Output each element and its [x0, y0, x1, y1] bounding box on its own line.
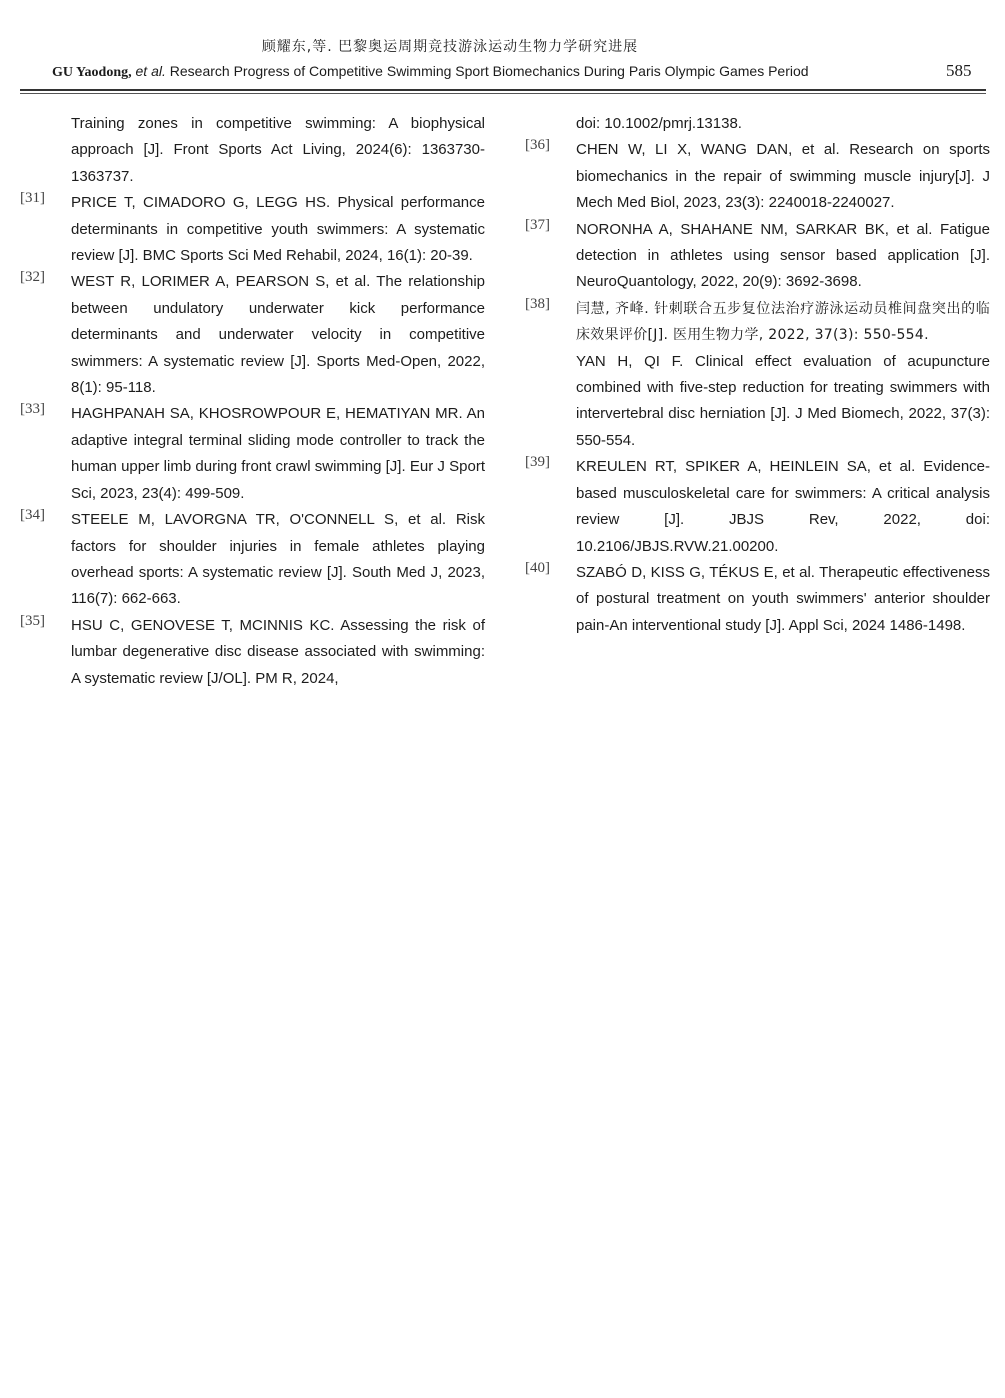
reference-text-chinese: 闫慧, 齐峰. 针刺联合五步复位法治疗游泳运动员椎间盘突出的临床效果评价[J]. 医用生物力学, 2022, 37(3): 550-554.: [576, 300, 990, 344]
reference-item: [20, 111, 485, 190]
reference-item: [20, 613, 485, 692]
reference-number: [36]: [525, 137, 550, 154]
reference-text: doi: 10.1002/pmrj.13138.: [576, 115, 742, 132]
reference-item: [525, 217, 990, 296]
reference-item: [525, 111, 990, 137]
reference-number: [35]: [20, 612, 45, 629]
reference-item: [20, 507, 485, 613]
reference-item: [525, 349, 990, 455]
reference-item: [525, 296, 990, 349]
references-right-column: [525, 111, 990, 639]
reference-text: SZABÓ D, KISS G, TÉKUS E, et al. Therapeutic effectiveness of postural treatment on youth swimmers' anterior shoulder pain-An interventional study [J]. Appl Sci, 2024 1486-1498.: [576, 563, 990, 634]
reference-text: HAGHPANAH SA, KHOSROWPOUR E, HEMATIYAN MR. An adaptive integral terminal sliding mode controller to track the human upper limb during front crawl swimming [J]. Eur J Sport Sci, 2023, 23(4): 499-509.: [71, 405, 485, 502]
reference-item: [20, 269, 485, 401]
reference-item: [20, 190, 485, 269]
header-et-al: et al.: [135, 63, 166, 79]
reference-text: Training zones in competitive swimming: A biophysical approach [J]. Front Sports Act Living, 2024(6): 1363730-1363737.: [71, 115, 485, 185]
running-header-english: [52, 63, 809, 81]
reference-text: PRICE T, CIMADORO G, LEGG HS. Physical performance determinants in competitive youth swimmers: A systematic review [J]. BMC Sports Sci Med Rehabil, 2024, 16(1): 20-39.: [71, 194, 485, 265]
reference-number: [38]: [525, 295, 550, 312]
reference-item: [525, 560, 990, 639]
references-left-column: [20, 111, 485, 692]
header-rule-thick: [20, 89, 986, 91]
header-rule-thin: [20, 93, 986, 94]
reference-number: [40]: [525, 559, 550, 576]
reference-text: STEELE M, LAVORGNA TR, O'CONNELL S, et al. Risk factors for shoulder injuries in female athletes playing overhead sports: A systematic review [J]. South Med J, 2023, 116(7): 662-663.: [71, 511, 485, 608]
reference-item: [525, 454, 990, 560]
reference-text-translation: YAN H, QI F. Clinical effect evaluation of acupuncture combined with five-step reduction for treating swimmers with intervertebral disc herniation [J]. J Med Biomech, 2022, 37(3): 550-554.: [576, 352, 990, 449]
reference-number: [33]: [20, 401, 45, 418]
reference-item: [525, 137, 990, 216]
reference-text: WEST R, LORIMER A, PEARSON S, et al. The relationship between undulatory underwater kick performance determinants and underwater velocity in competitive swimmers: A systematic review [J]. Sports Med-Open, 2022, 8(1): 95-118.: [71, 273, 485, 397]
reference-item: [20, 401, 485, 507]
reference-number: [31]: [20, 190, 45, 207]
header-title: Research Progress of Competitive Swimming Sport Biomechanics During Paris Olympic Games Period: [169, 63, 809, 79]
reference-number: [37]: [525, 216, 550, 233]
page-number: 585: [946, 61, 972, 80]
reference-number: [34]: [20, 507, 45, 524]
reference-text: HSU C, GENOVESE T, MCINNIS KC. Assessing the risk of lumbar degenerative disc disease associated with swimming: A systematic review [J/OL]. PM R, 2024,: [71, 616, 485, 687]
header-author: GU Yaodong,: [52, 65, 132, 80]
running-header-chinese: 顾耀东,等. 巴黎奥运周期竞技游泳运动生物力学研究进展: [261, 39, 639, 55]
reference-number: [32]: [20, 269, 45, 286]
reference-text: KREULEN RT, SPIKER A, HEINLEIN SA, et al. Evidence-based musculoskeletal care for swimmers: A critical analysis review [J]. JBJS Rev, 2022, doi: 10.2106/JBJS.RVW.21.00200.: [576, 458, 990, 555]
reference-number: [39]: [525, 454, 550, 471]
reference-text: NORONHA A, SHAHANE NM, SARKAR BK, et al. Fatigue detection in athletes using sensor based application [J]. NeuroQuantology, 2022, 20(9): 3692-3698.: [576, 220, 990, 291]
reference-text: CHEN W, LI X, WANG DAN, et al. Research on sports biomechanics in the repair of swimming muscle injury[J]. J Mech Med Biol, 2023, 23(3): 2240018-2240027.: [576, 141, 990, 212]
